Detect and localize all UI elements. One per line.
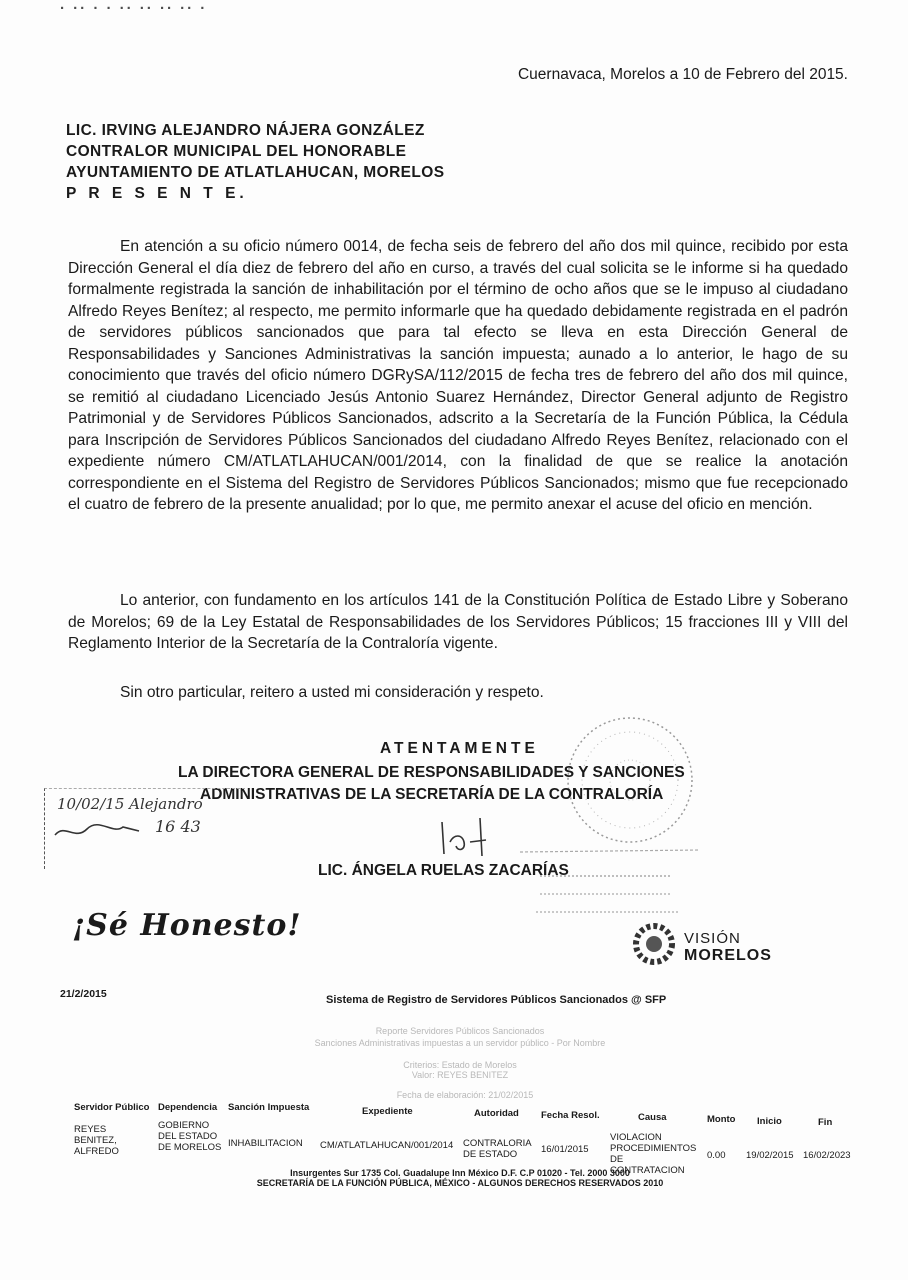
cell-expediente: CM/ATLATLAHUCAN/001/2014 bbox=[320, 1140, 454, 1151]
report-faint-line-5: Fecha de elaboración: 21/02/2015 bbox=[396, 1090, 534, 1100]
cell-causa: VIOLACION PROCEDIMIENTOS DE CONTRATACION bbox=[610, 1132, 697, 1176]
body-paragraph-3 bbox=[68, 682, 848, 704]
col-fin: Fin bbox=[818, 1117, 833, 1128]
report-faint-line-3: Criterios: Estado de Morelos bbox=[403, 1060, 517, 1070]
body-paragraph-1 bbox=[68, 236, 848, 516]
col-sancion: Sanción Impuesta bbox=[228, 1102, 310, 1113]
footer-rights: SECRETARÍA DE LA FUNCIÓN PÚBLICA, MÉXICO - ALGUNOS DERECHOS RESERVADOS 2010 bbox=[256, 1178, 664, 1188]
col-autoridad: Autoridad bbox=[474, 1108, 519, 1119]
top-cut-text: · ·· · · ·· ·· ·· ·· · bbox=[60, 0, 208, 17]
cell-monto: 0.00 bbox=[707, 1150, 726, 1161]
atentamente-label: ATENTAMENTE bbox=[380, 740, 539, 757]
stamp-handwritten-line-2: 16 43 bbox=[155, 817, 201, 836]
vision-morelos-logo bbox=[628, 920, 772, 973]
stamp-scribble-icon bbox=[53, 817, 143, 843]
cell-inicio: 19/02/2015 bbox=[746, 1150, 794, 1161]
report-faint-line-2: Sanciones Administrativas impuestas a un servidor público - Por Nombre bbox=[314, 1038, 606, 1048]
col-fecha-resol: Fecha Resol. bbox=[541, 1110, 600, 1121]
cell-sancion: INHABILITACION bbox=[228, 1138, 303, 1149]
morelos-label: MORELOS bbox=[684, 947, 772, 964]
paragraph-1-text: En atención a su oficio número 0014, de fecha seis de febrero del año dos mil quince, recibido por esta Dirección General el día diez de febrero del año en curso, a través del cual solicita se le informe si ha quedado formalmente registrada la sanción de inhabilitación por el término de ocho años que se le impuso al ciudadano Alfredo Reyes Benítez; al respecto, me permito informarle que ha quedado debidamente registrada en el padrón de servidores públicos sancionados que para tal efecto se lleva en esta Dirección General de Responsabilidades y Sanciones Administrativas la sanción impuesta; aunado a lo anterior, le hago de su conocimiento que través del oficio número DGRySA/112/2015 de fecha tres de febrero del año dos mil quince, se remitió al ciudadano Licenciado Jesús Antonio Suarez Hernández, Director General adjunto de Registro Patrimonial y de Servidores Públicos Sancionados, adscrito a la Secretaría de la Función Pública, la Cédula para Inscripción de Servidores Públicos Sancionados del ciudadano Alfredo Reyes Benítez, relacionado con el expediente número CM/ATLATLAHUCAN/001/2014, con la finalidad de que se realice la anotación correspondiente en el Sistema del Registro de Servidores Públicos Sancionados; mismo que fue recepcionado el cuatro de febrero de la presente anualidad; por lo que, me permito anexar el acuse del oficio en mención. bbox=[68, 238, 848, 513]
addressee-title: CONTRALOR MUNICIPAL DEL HONORABLE bbox=[66, 143, 407, 160]
report-date: 21/2/2015 bbox=[60, 988, 107, 1000]
addressee-ayuntamiento: AYUNTAMIENTO DE ATLATLAHUCAN, MORELOS bbox=[66, 164, 445, 181]
signer-name: LIC. ÁNGELA RUELAS ZACARÍAS bbox=[318, 862, 569, 879]
stamp-faint-lines-icon bbox=[500, 842, 710, 922]
addressee-name: LIC. IRVING ALEJANDRO NÁJERA GONZÁLEZ bbox=[66, 122, 425, 139]
col-expediente: Expediente bbox=[362, 1106, 413, 1117]
col-dependencia: Dependencia bbox=[158, 1102, 218, 1113]
signer-title-line-2: ADMINISTRATIVAS DE LA SECRETARÍA DE LA CONTRALORÍA bbox=[200, 786, 664, 803]
col-servidor: Servidor Público bbox=[74, 1102, 150, 1113]
stamp-handwritten-line-1: 10/02/15 Alejandro bbox=[57, 795, 203, 813]
body-paragraph-2 bbox=[68, 590, 848, 655]
se-honesto-logo: ¡Sé Honesto! bbox=[72, 908, 302, 943]
paragraph-2-text: Lo anterior, con fundamento en los artículos 141 de la Constitución Política de Estado Libre y Soberano de Morelos; 69 de la Ley Estatal de Responsabilidades de los Servidores Públicos; 15 fracciones III y VIII del Reglamento Interior de la Secretaría de la Contraloría vigente. bbox=[68, 592, 848, 652]
paragraph-3-text: Sin otro particular, reitero a usted mi consideración y respeto. bbox=[120, 684, 544, 701]
addressee-presente: P R E S E N T E. bbox=[66, 185, 248, 202]
cell-servidor: REYES BENITEZ, ALFREDO bbox=[74, 1124, 119, 1157]
footer-address: Insurgentes Sur 1735 Col. Guadalupe Inn México D.F. C.P 01020 - Tel. 2000 3000 bbox=[290, 1168, 630, 1178]
signer-title-line-1: LA DIRECTORA GENERAL DE RESPONSABILIDADES Y SANCIONES bbox=[178, 764, 685, 781]
addressee-block bbox=[66, 120, 444, 204]
cell-autoridad: CONTRALORIA DE ESTADO bbox=[463, 1138, 532, 1160]
cell-dependencia: GOBIERNO DEL ESTADO DE MORELOS bbox=[158, 1120, 222, 1153]
cell-fin: 16/02/2023 bbox=[803, 1150, 851, 1161]
vision-morelos-emblem-icon bbox=[628, 920, 680, 968]
cell-fecha-resol: 16/01/2015 bbox=[541, 1144, 589, 1155]
report-footer bbox=[240, 1168, 680, 1188]
col-monto: Monto bbox=[707, 1114, 736, 1125]
report-faint-line-1: Reporte Servidores Públicos Sancionados bbox=[375, 1026, 545, 1036]
col-inicio: Inicio bbox=[757, 1116, 782, 1127]
report-title: Sistema de Registro de Servidores Públicos Sancionados @ SFP bbox=[326, 994, 667, 1006]
vision-label: VISIÓN bbox=[684, 930, 741, 947]
report-faint-line-4: Valor: REYES BENITEZ bbox=[411, 1070, 509, 1080]
received-stamp bbox=[44, 788, 245, 869]
signature-scribble-icon bbox=[436, 812, 496, 860]
date-line: Cuernavaca, Morelos a 10 de Febrero del 2015. bbox=[517, 66, 848, 83]
col-causa: Causa bbox=[638, 1112, 667, 1123]
